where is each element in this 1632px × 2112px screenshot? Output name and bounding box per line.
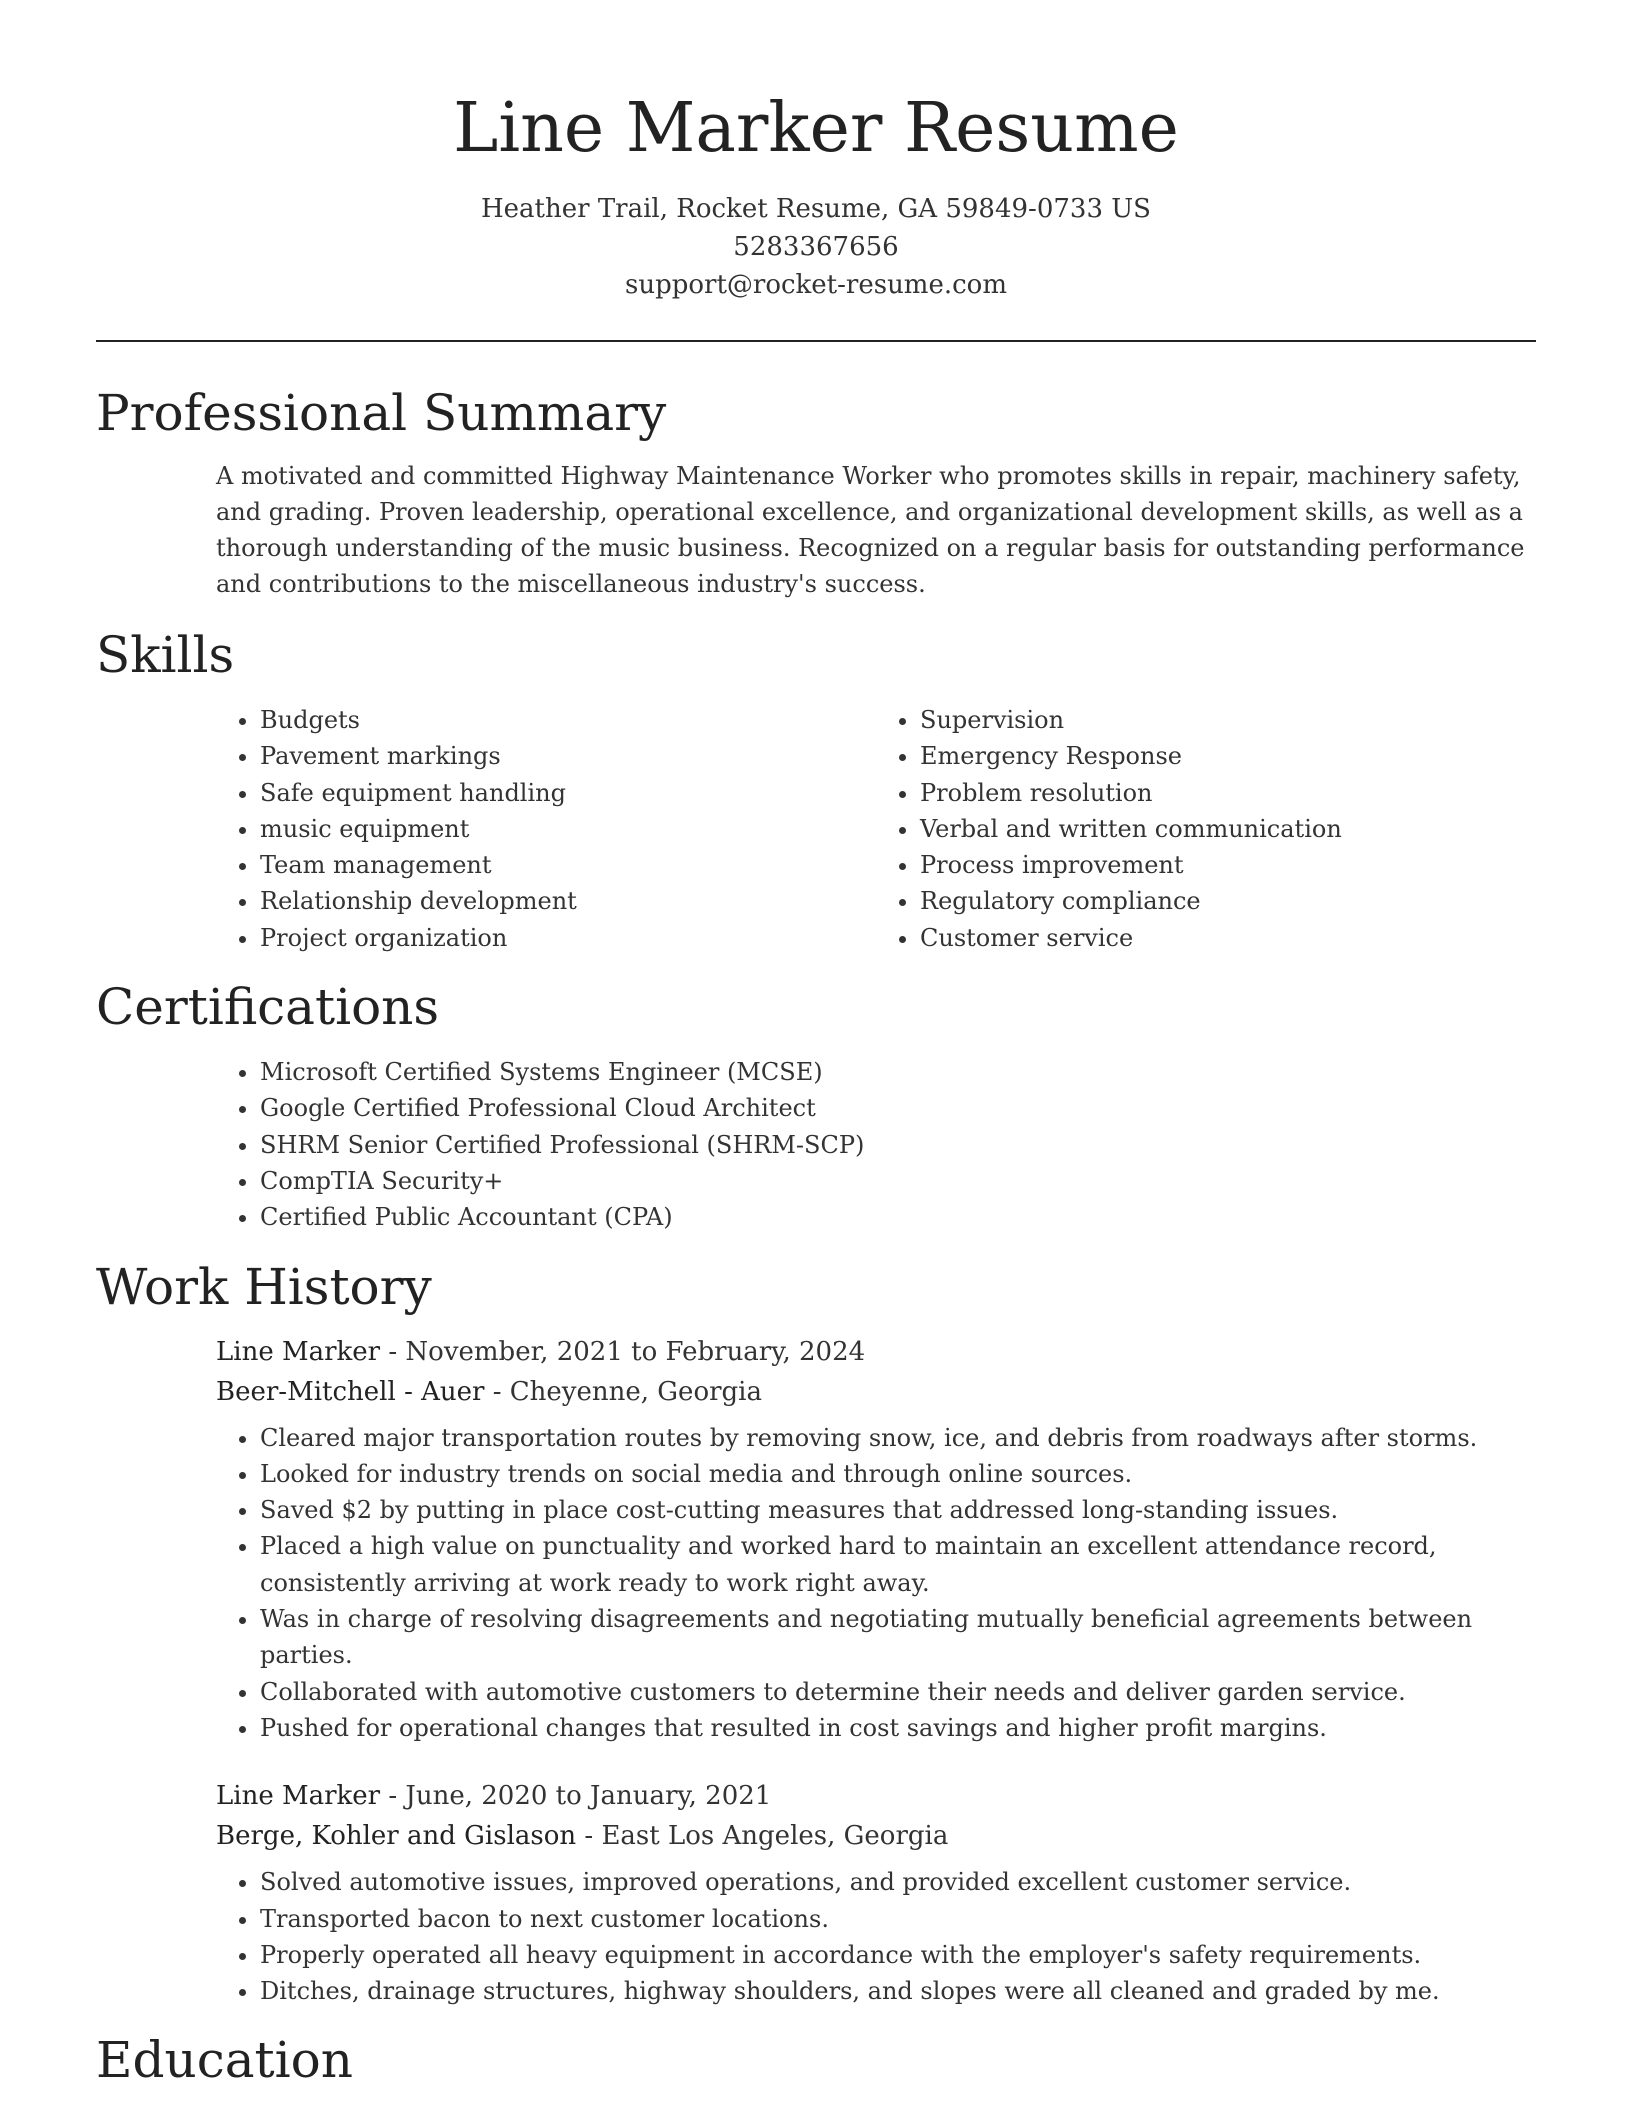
- summary-text: A motivated and committed Highway Maintenance Worker who promotes skills in repair, machinery safety, and grading. Proven leadership, operational excellence, and organizational development skills, as well as a thorough understanding of the music business. Recognized on a regular basis for outstanding performance and contributions to the miscellaneous industry's success.: [216, 462, 1525, 598]
- list-item: • Budgets: [260, 702, 876, 738]
- contact-info: [96, 190, 1536, 304]
- header-divider: [96, 340, 1536, 342]
- job-company: Beer-Mitchell - Auer: [216, 1376, 485, 1407]
- list-item: • Customer service: [920, 920, 1536, 956]
- job-bullets: [216, 1420, 1536, 1747]
- list-item: • Verbal and written communication: [920, 811, 1536, 847]
- list-item: • Was in charge of resolving disagreements and negotiating mutually beneficial agreements between parties.: [260, 1601, 1536, 1674]
- summary-heading: Professional Summary: [96, 384, 667, 442]
- job-role: Line Marker: [216, 1781, 381, 1812]
- job-location: - East Los Angeles, Georgia: [576, 1821, 949, 1852]
- work-history-heading: Work History: [96, 1257, 432, 1316]
- certifications-list: [216, 1054, 1536, 1235]
- list-item: • Project organization: [260, 920, 876, 956]
- certifications-heading: Certifications: [96, 978, 440, 1037]
- list-item: • Safe equipment handling: [260, 775, 876, 811]
- list-item: • Regulatory compliance: [920, 883, 1536, 919]
- job-entry: [216, 1776, 1536, 2009]
- email: support@rocket-resume.com: [624, 270, 1007, 300]
- job-company-line: [216, 1372, 1536, 1412]
- list-item: • SHRM Senior Certified Professional (SHRM-SCP): [260, 1127, 1536, 1163]
- list-item: • Properly operated all heavy equipment in accordance with the employer's safety requirements.: [260, 1937, 1536, 1973]
- list-item: • Cleared major transportation routes by removing snow, ice, and debris from roadways after storms.: [260, 1420, 1536, 1456]
- skills-columns: [216, 702, 1536, 956]
- list-item: • Supervision: [920, 702, 1536, 738]
- skills-heading: Skills: [96, 626, 235, 684]
- list-item: • Placed a high value on punctuality and worked hard to maintain an excellent attendance record, consistently arriving at work ready to work right away.: [260, 1528, 1536, 1601]
- certifications-block: [216, 1054, 1536, 1235]
- job-company-line: [216, 1816, 1536, 1856]
- job-bullets: [216, 1864, 1536, 2009]
- list-item: • Problem resolution: [920, 775, 1536, 811]
- job-title-line: [216, 1332, 1536, 1372]
- list-item: • CompTIA Security+: [260, 1163, 1536, 1199]
- list-item: • Solved automotive issues, improved operations, and provided excellent customer service.: [260, 1864, 1536, 1900]
- list-item: • Team management: [260, 847, 876, 883]
- resume-title: Line Marker Resume: [453, 89, 1179, 168]
- list-item: • Looked for industry trends on social media and through online sources.: [260, 1456, 1536, 1492]
- list-item: • Pavement markings: [260, 738, 876, 774]
- job-title-line: [216, 1776, 1536, 1816]
- list-item: • Microsoft Certified Systems Engineer (MCSE): [260, 1054, 1536, 1090]
- education-heading: Education: [96, 2031, 353, 2090]
- job-company: Berge, Kohler and Gislason: [216, 1821, 577, 1852]
- phone: 5283367656: [733, 232, 899, 262]
- list-item: • Pushed for operational changes that resulted in cost savings and higher profit margins.: [260, 1710, 1536, 1746]
- list-item: • Ditches, drainage structures, highway shoulders, and slopes were all cleaned and graded by me.: [260, 1973, 1536, 2009]
- list-item: • Saved $2 by putting in place cost-cutting measures that addressed long-standing issues.: [260, 1492, 1536, 1528]
- list-item: • Process improvement: [920, 847, 1536, 883]
- skills-right-list: [876, 702, 1536, 956]
- list-item: • Emergency Response: [920, 738, 1536, 774]
- list-item: • Certified Public Accountant (CPA): [260, 1199, 1536, 1235]
- list-item: • Collaborated with automotive customers to determine their needs and deliver garden service.: [260, 1674, 1536, 1710]
- job-dates: - June, 2020 to January, 2021: [380, 1781, 772, 1812]
- job-entry: [216, 1332, 1536, 1747]
- list-item: • Transported bacon to next customer locations.: [260, 1901, 1536, 1937]
- list-item: • Relationship development: [260, 883, 876, 919]
- job-location: - Cheyenne, Georgia: [484, 1376, 762, 1407]
- resume-header: [96, 0, 1536, 304]
- address: Heather Trail, Rocket Resume, GA 59849-0733 US: [481, 194, 1151, 224]
- resume-page: [96, 0, 1536, 2091]
- job-dates: - November, 2021 to February, 2024: [380, 1336, 866, 1367]
- list-item: • Google Certified Professional Cloud Architect: [260, 1090, 1536, 1126]
- skills-left-list: [216, 702, 876, 956]
- job-role: Line Marker: [216, 1336, 381, 1367]
- list-item: • music equipment: [260, 811, 876, 847]
